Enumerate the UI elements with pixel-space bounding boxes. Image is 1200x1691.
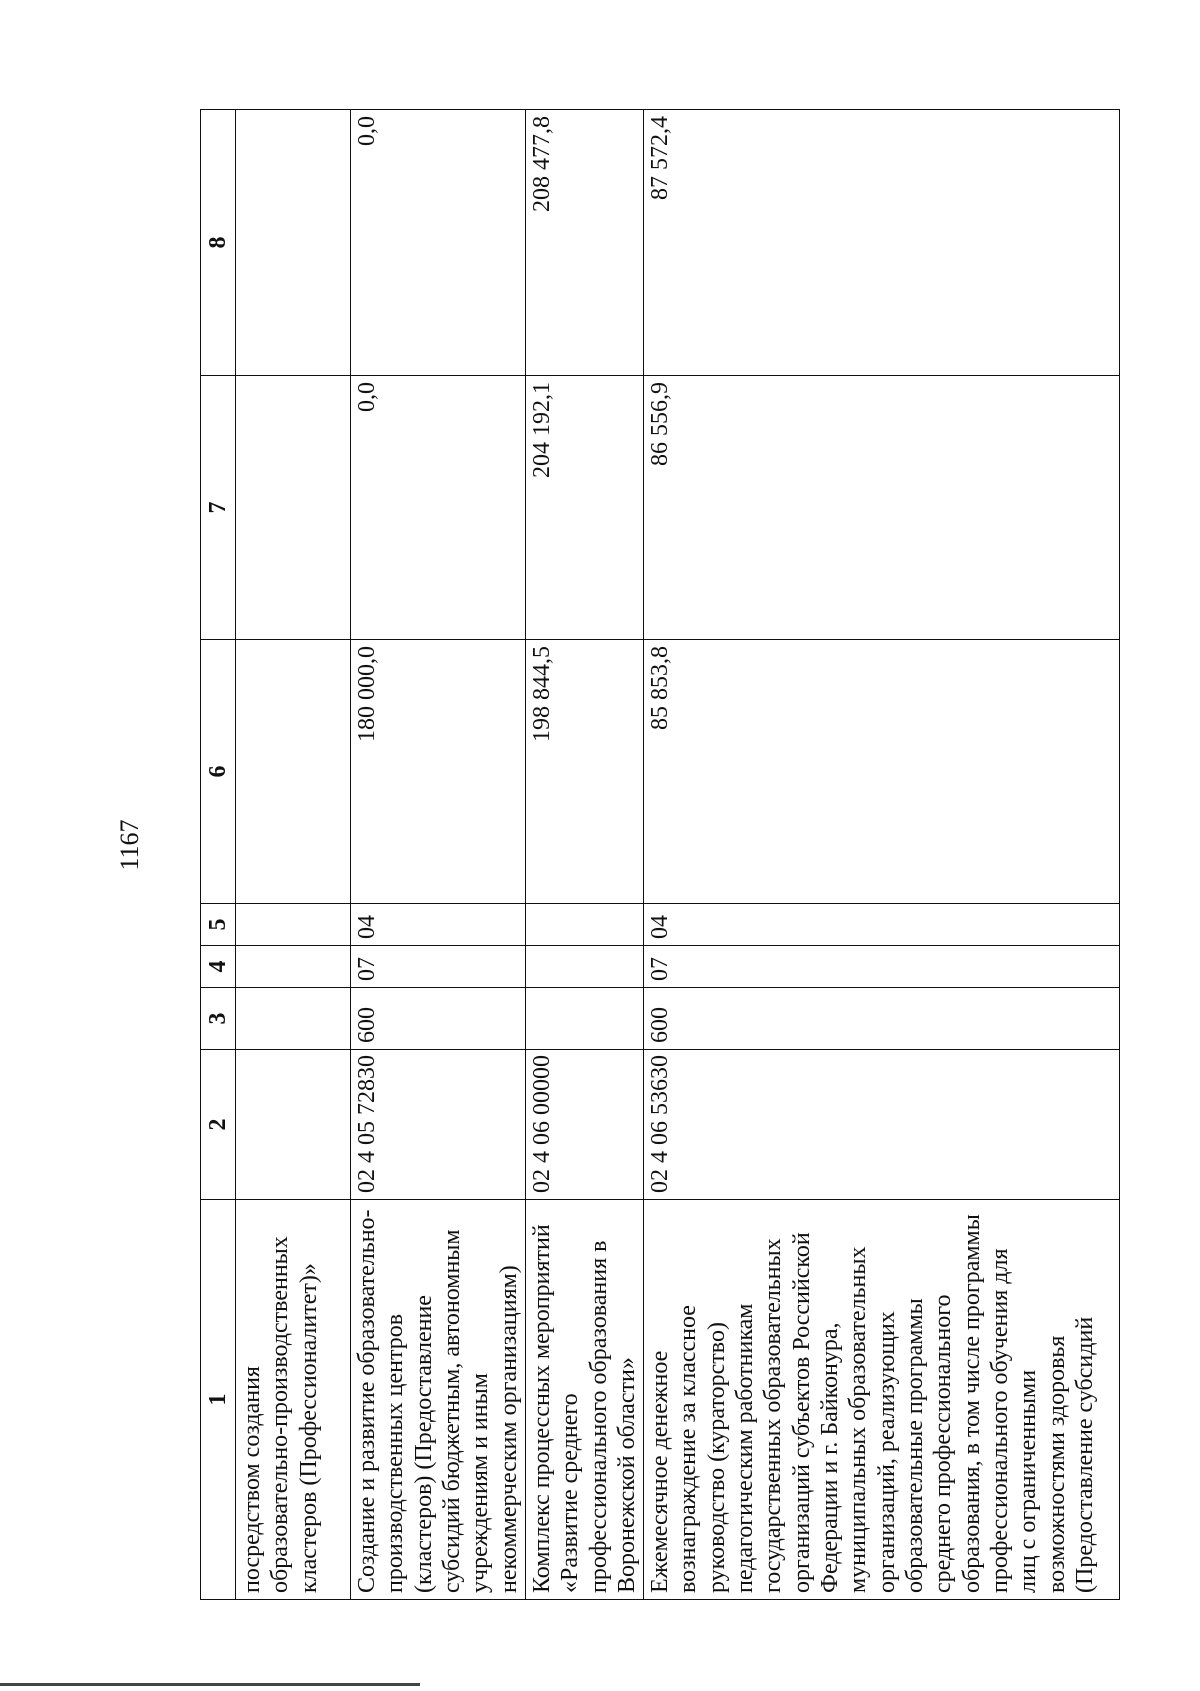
row-col5: 04: [644, 904, 1120, 946]
row-col4: [525, 946, 643, 988]
row-col5: [236, 904, 351, 946]
row-name: Комплекс процессных мероприятий «Развитие среднего профессионального образования в Воронежской области»: [525, 1200, 643, 1600]
row-col3: 600: [351, 988, 526, 1050]
row-col4: [236, 946, 351, 988]
row-code: 02 4 06 53630: [644, 1050, 1120, 1200]
row-col8: 208 477,8: [525, 110, 643, 376]
row-col3: [236, 988, 351, 1050]
column-header: 7: [201, 376, 236, 640]
row-col7: 204 192,1: [525, 376, 643, 640]
page-number: 1167: [115, 819, 144, 871]
table-row: [644, 110, 1120, 1600]
budget-table: [200, 109, 1120, 1600]
row-col5: [525, 904, 643, 946]
row-col6: 85 853,8: [644, 640, 1120, 904]
table-row: [236, 110, 351, 1600]
row-col5: 04: [351, 904, 526, 946]
rotated-table-container: [200, 110, 1120, 1600]
column-header: 2: [201, 1050, 236, 1200]
row-col8: [236, 110, 351, 376]
table-row: [525, 110, 643, 1600]
row-code: 02 4 06 00000: [525, 1050, 643, 1200]
footer-divider: [0, 1683, 420, 1686]
row-col6: 180 000,0: [351, 640, 526, 904]
row-col6: 198 844,5: [525, 640, 643, 904]
column-header: 4: [201, 946, 236, 988]
row-col7: [236, 376, 351, 640]
column-header: 3: [201, 988, 236, 1050]
row-name: посредством создания образовательно-производственных кластеров (Профессионалитет)»: [236, 1200, 351, 1600]
row-col4: 07: [644, 946, 1120, 988]
row-col4: 07: [351, 946, 526, 988]
row-col3: [525, 988, 643, 1050]
table-row: [351, 110, 526, 1600]
column-header: 5: [201, 904, 236, 946]
row-col7: 86 556,9: [644, 376, 1120, 640]
row-col7: 0,0: [351, 376, 526, 640]
row-name: Создание и развитие образовательно-производственных центров (кластеров) (Предоставление субсидий бюджетным, автономным учреждениям и иным некоммерческим организациям): [351, 1200, 526, 1600]
row-name: Ежемесячное денежное вознаграждение за классное руководство (кураторство) педагогическим работникам государственных образовательных организаций субъектов Российской Федерации и г. Байконура, муниципальных образовательных организаций, реализующих образовательные программы среднего профессионального образования, в том числе программы профессионального обучения для лиц с ограниченными возможностями здоровья (Предоставление субсидий: [644, 1200, 1120, 1600]
column-header: 1: [201, 1200, 236, 1600]
column-header: 8: [201, 110, 236, 376]
row-col6: [236, 640, 351, 904]
row-col8: 87 572,4: [644, 110, 1120, 376]
column-header: 6: [201, 640, 236, 904]
row-col3: 600: [644, 988, 1120, 1050]
row-col8: 0,0: [351, 110, 526, 376]
row-code: 02 4 05 72830: [351, 1050, 526, 1200]
row-code: [236, 1050, 351, 1200]
header-row: [201, 110, 236, 1600]
